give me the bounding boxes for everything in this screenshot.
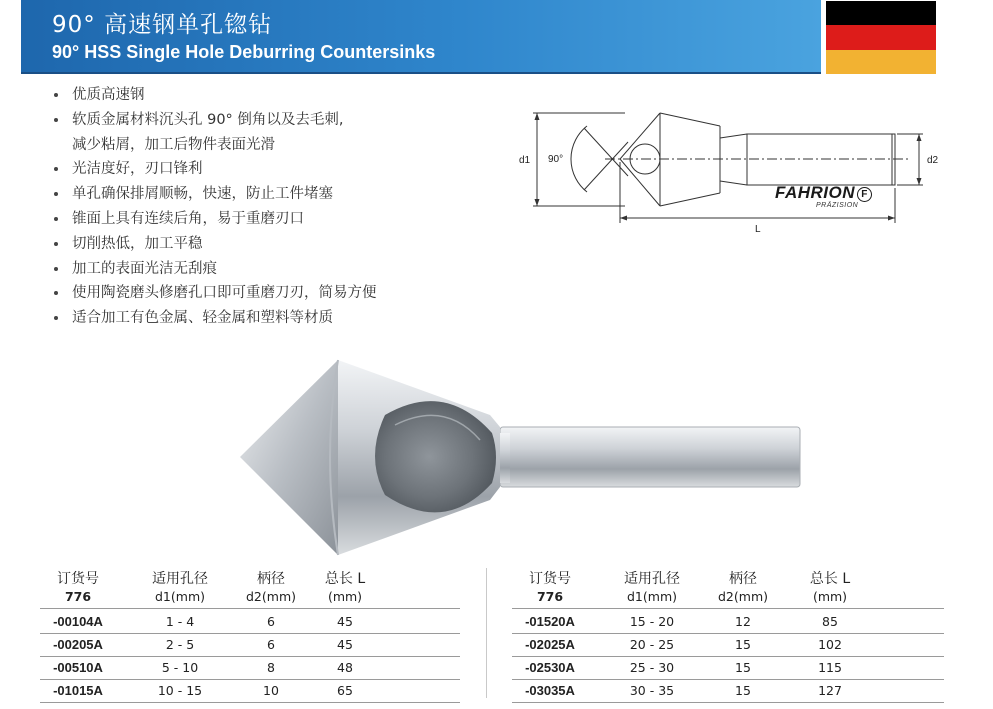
cell-length: 45 — [337, 637, 353, 652]
cell-length: 65 — [337, 683, 353, 698]
col-header-d1: d1(mm) — [155, 589, 205, 604]
cell-order-no: -01520A — [525, 614, 575, 629]
table-row — [40, 680, 460, 702]
label-angle: 90° — [548, 154, 564, 165]
feature-list — [52, 83, 377, 331]
col-header-order-code: 776 — [64, 589, 92, 604]
cell-d2: 6 — [267, 614, 275, 629]
col-header-hole-size: 适用孔径 — [152, 571, 208, 587]
table-row — [512, 657, 944, 679]
table-row — [40, 611, 460, 633]
cell-length: 45 — [337, 614, 353, 629]
cell-d2: 6 — [267, 637, 275, 652]
flag-stripe-black — [826, 1, 936, 25]
cell-d1: 5 - 10 — [161, 660, 199, 675]
header-underline — [21, 72, 821, 74]
cell-d1: 2 - 5 — [165, 637, 195, 652]
cell-d2: 15 — [735, 637, 751, 652]
flag-stripe-gold — [826, 50, 936, 74]
cell-length: 115 — [818, 660, 842, 675]
row-divider — [40, 702, 460, 703]
cell-d1: 10 - 15 — [157, 683, 203, 698]
col-header-length: 总长 L — [324, 571, 366, 587]
row-divider — [512, 608, 944, 609]
col-header-hole-size: 适用孔径 — [624, 571, 680, 587]
cell-order-no: -03035A — [525, 683, 575, 698]
page-title-en: 90° HSS Single Hole Deburring Countersinks — [52, 42, 436, 62]
product-photo — [230, 345, 810, 570]
col-header-d1: d1(mm) — [627, 589, 677, 604]
row-divider — [40, 608, 460, 609]
cell-order-no: -02530A — [525, 660, 575, 675]
col-header-d2: d2(mm) — [246, 589, 296, 604]
cell-order-no: -02025A — [525, 637, 575, 652]
feature-item: 单孔确保排屑顺畅，快速，防止工件堵塞 — [52, 182, 377, 207]
col-header-order-no: 订货号 — [57, 571, 99, 587]
brand-name: FAHRION — [775, 183, 855, 202]
col-header-order-code: 776 — [536, 589, 564, 604]
label-d1: d1 — [519, 155, 531, 166]
feature-item: 软质金属材料沉头孔 90° 倒角以及去毛刺, — [52, 108, 377, 133]
cell-d1: 1 - 4 — [165, 614, 195, 629]
brand-subtitle: PRÄZISION — [816, 202, 859, 209]
german-flag-icon — [826, 1, 936, 74]
technical-drawing — [515, 96, 955, 241]
cell-d2: 15 — [735, 683, 751, 698]
table-row — [512, 680, 944, 702]
row-divider — [512, 702, 944, 703]
cell-length: 102 — [818, 637, 842, 652]
cell-order-no: -00104A — [53, 614, 103, 629]
table-header — [40, 568, 460, 608]
cell-length: 85 — [822, 614, 838, 629]
cell-order-no: -01015A — [53, 683, 103, 698]
cell-d2: 15 — [735, 660, 751, 675]
feature-item-continued: 减少粘屑，加工后物件表面光滑 — [72, 136, 275, 153]
feature-item: 加工的表面光洁无刮痕 — [52, 257, 377, 282]
col-header-order-no: 订货号 — [529, 571, 571, 587]
feature-item: 光洁度好，刃口锋利 — [52, 157, 377, 182]
page-title-cn: 90° 高速钢单孔锪钻 — [52, 12, 273, 38]
flag-stripe-red — [826, 25, 936, 49]
label-L: L — [755, 224, 761, 235]
table-row — [40, 634, 460, 656]
product-table-right — [512, 568, 944, 698]
feature-item: 切削热低，加工平稳 — [52, 232, 377, 257]
cell-d2: 10 — [263, 683, 279, 698]
cell-d1: 20 - 25 — [629, 637, 675, 652]
col-header-d2: d2(mm) — [718, 589, 768, 604]
feature-item: 锥面上具有连续后角，易于重磨刃口 — [52, 207, 377, 232]
col-header-shank: 柄径 — [257, 571, 285, 587]
brand-logo — [775, 183, 872, 203]
feature-item: 优质高速钢 — [52, 83, 377, 108]
table-divider — [486, 568, 487, 698]
table-header — [512, 568, 944, 608]
label-d2: d2 — [927, 155, 939, 166]
feature-item: 适合加工有色金属、轻金属和塑料等材质 — [52, 306, 377, 331]
col-header-length-unit: (mm) — [812, 589, 848, 604]
cell-d1: 25 - 30 — [629, 660, 675, 675]
table-row — [512, 634, 944, 656]
col-header-length-unit: (mm) — [327, 589, 363, 604]
feature-item: 使用陶瓷磨头修磨孔口即可重磨刀刃，简易方便 — [52, 281, 377, 306]
table-row — [40, 657, 460, 679]
cell-order-no: -00205A — [53, 637, 103, 652]
brand-mark-icon: F — [857, 187, 872, 202]
col-header-shank: 柄径 — [729, 571, 757, 587]
cell-length: 48 — [337, 660, 353, 675]
cell-length: 127 — [818, 683, 842, 698]
col-header-length: 总长 L — [809, 571, 851, 587]
product-table-left — [40, 568, 460, 698]
cell-d2: 12 — [735, 614, 751, 629]
table-row — [512, 611, 944, 633]
cell-d1: 30 - 35 — [629, 683, 675, 698]
cell-d1: 15 - 20 — [629, 614, 675, 629]
cell-d2: 8 — [267, 660, 275, 675]
cell-order-no: -00510A — [53, 660, 103, 675]
